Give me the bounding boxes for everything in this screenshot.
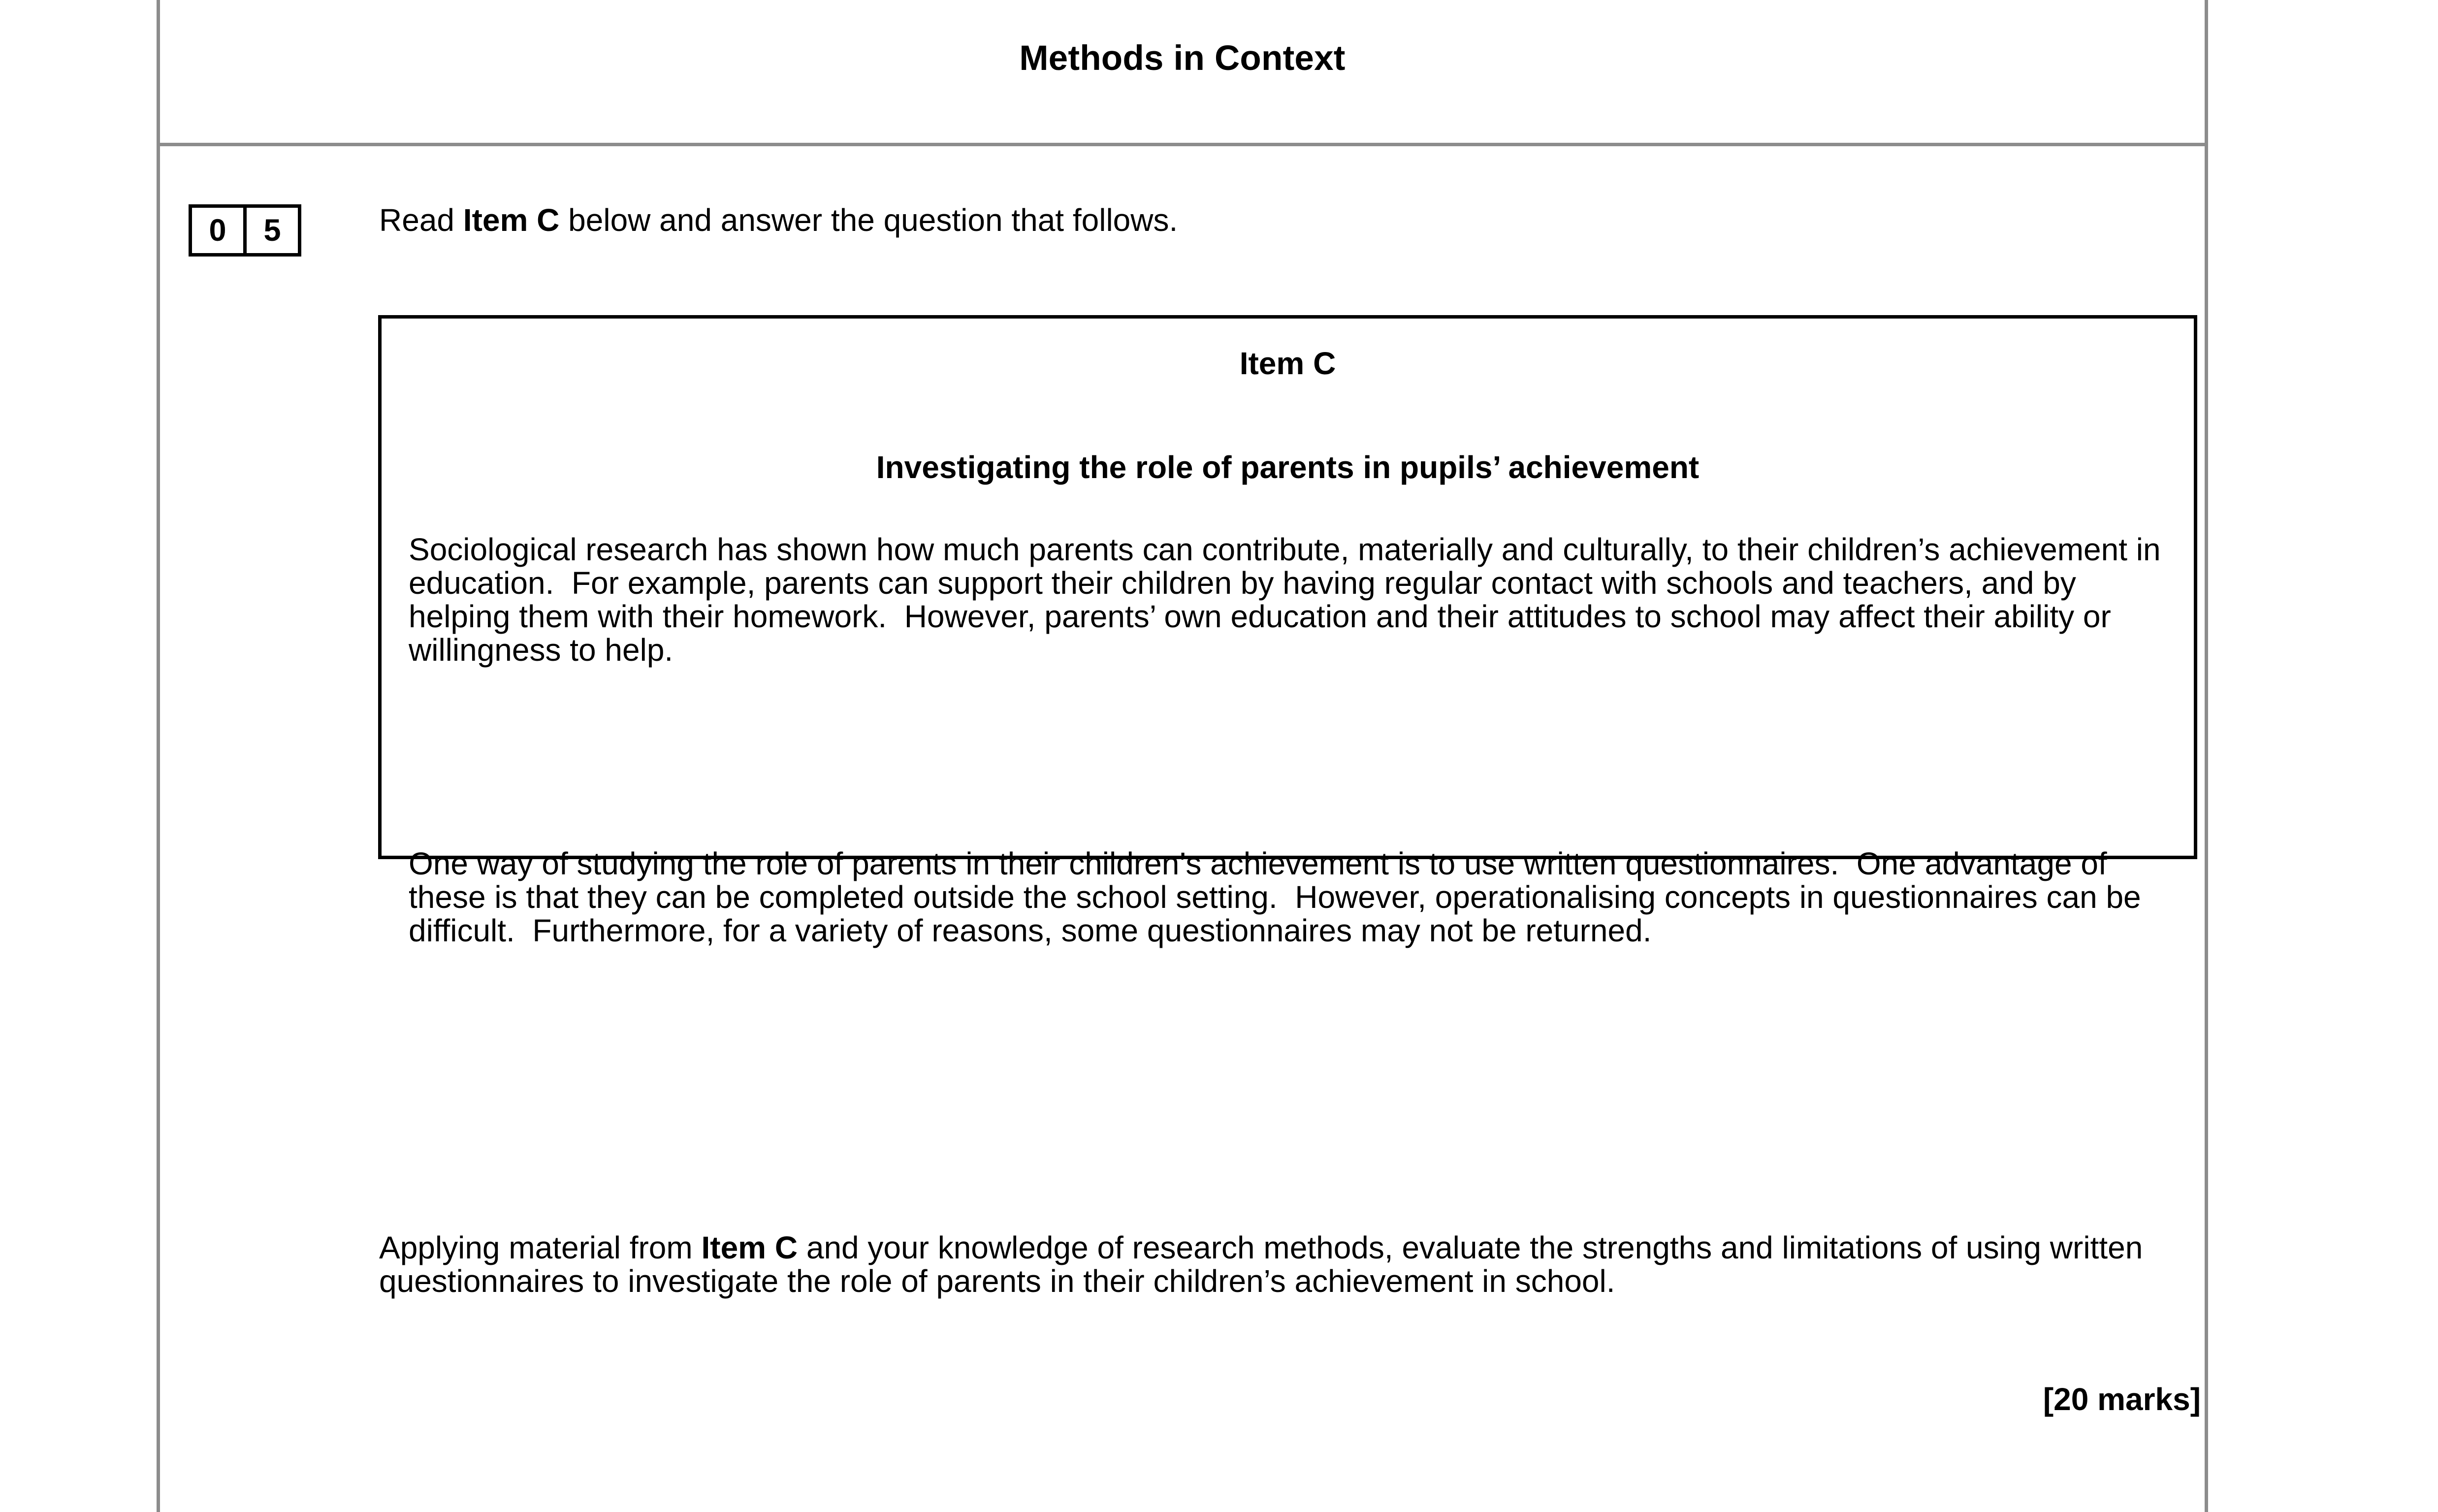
instruction-text-after: below and answer the question that follows. bbox=[559, 202, 1178, 238]
instruction-text-before: Read bbox=[379, 202, 463, 238]
question-number-digit-1: 0 bbox=[209, 213, 226, 248]
question-task-text bbox=[379, 1231, 2206, 1298]
question-number-digit-2: 5 bbox=[243, 208, 298, 253]
marks-allocation: [20 marks] bbox=[2043, 1382, 2201, 1417]
task-text-before: Applying material from bbox=[379, 1230, 702, 1265]
page-header-title: Methods in Context bbox=[1019, 39, 1346, 78]
item-c-box bbox=[378, 315, 2197, 949]
header-separator-rule bbox=[157, 143, 2208, 146]
question-instruction bbox=[379, 202, 2201, 238]
task-text-after: and your knowledge of research methods, evaluate the strengths and limitations of using written questionnaires to investigate the role of parents in their children’s achievement in school. bbox=[379, 1230, 2152, 1299]
item-c-title: Item C bbox=[1239, 346, 1336, 381]
instruction-item-reference: Item C bbox=[463, 202, 560, 238]
item-c-paragraph-2: One way of studying the role of parents in their children’s achievement is to use written questionnaires. One advantage of these is that they can be completed outside the school setting. However, operationalising concepts in questionnaires can be difficult. Furthermore, for a variety of reasons, some questionnaires may not be returned. bbox=[409, 846, 2150, 949]
item-c-subtitle: Investigating the role of parents in pupils’ achievement bbox=[876, 450, 1700, 485]
item-c-paragraph-1: Sociological research has shown how much parents can contribute, materially and culturally, to their children’s achievement in education. For example, parents can support their children by having regular contact with schools and teachers, and by helping them with their homework. However, parents’ own education and their attitudes to school may affect their ability or willingness to help. bbox=[409, 532, 2170, 668]
page-left-margin-rule bbox=[157, 0, 160, 1512]
question-number-box bbox=[189, 204, 301, 257]
task-item-reference: Item C bbox=[701, 1230, 798, 1265]
